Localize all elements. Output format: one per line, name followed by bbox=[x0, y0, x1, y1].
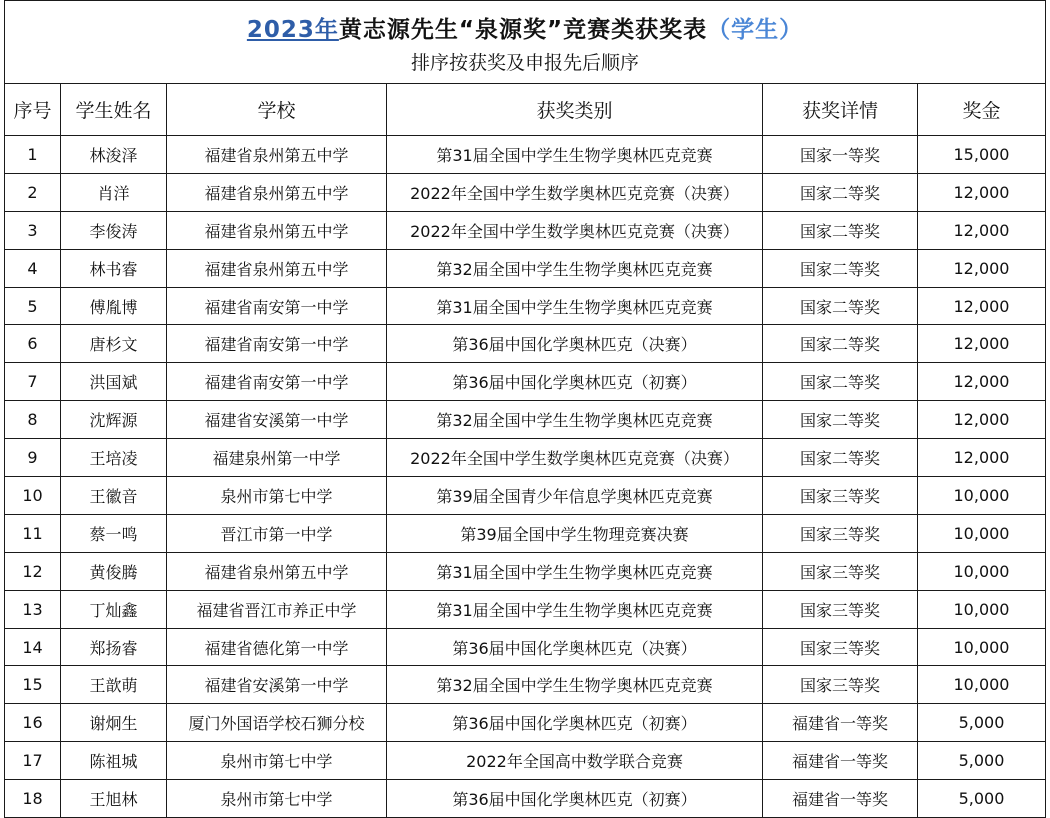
cell-name: 沈辉源 bbox=[61, 401, 167, 439]
cell-category: 第32届全国中学生生物学奥林匹克竞赛 bbox=[387, 249, 763, 287]
cell-detail: 国家二等奖 bbox=[763, 173, 918, 211]
table-row bbox=[5, 780, 1046, 818]
cell-name: 唐杉文 bbox=[61, 325, 167, 363]
cell-name: 王歆萌 bbox=[61, 666, 167, 704]
cell-no: 14 bbox=[5, 628, 61, 666]
cell-name: 傅胤博 bbox=[61, 287, 167, 325]
title-year: 2023年 bbox=[246, 17, 339, 43]
table-row bbox=[5, 249, 1046, 287]
col-header-no: 序号 bbox=[5, 84, 61, 136]
cell-amount: 5,000 bbox=[918, 704, 1046, 742]
cell-school: 福建省安溪第一中学 bbox=[167, 401, 387, 439]
cell-detail: 国家三等奖 bbox=[763, 477, 918, 515]
cell-name: 王培凌 bbox=[61, 439, 167, 477]
cell-school: 福建省南安第一中学 bbox=[167, 287, 387, 325]
cell-no: 17 bbox=[5, 742, 61, 780]
cell-amount: 10,000 bbox=[918, 628, 1046, 666]
cell-school: 厦门外国语学校石狮分校 bbox=[167, 704, 387, 742]
cell-name: 谢炯生 bbox=[61, 704, 167, 742]
cell-school: 泉州市第七中学 bbox=[167, 742, 387, 780]
col-header-name: 学生姓名 bbox=[61, 84, 167, 136]
cell-amount: 12,000 bbox=[918, 211, 1046, 249]
cell-category: 第39届全国青少年信息学奥林匹克竞赛 bbox=[387, 477, 763, 515]
cell-category: 第31届全国中学生生物学奥林匹克竞赛 bbox=[387, 590, 763, 628]
cell-amount: 10,000 bbox=[918, 477, 1046, 515]
table-row bbox=[5, 590, 1046, 628]
cell-school: 福建省泉州第五中学 bbox=[167, 136, 387, 174]
cell-detail: 国家三等奖 bbox=[763, 514, 918, 552]
cell-detail: 国家二等奖 bbox=[763, 249, 918, 287]
cell-name: 王徽音 bbox=[61, 477, 167, 515]
cell-school: 福建省泉州第五中学 bbox=[167, 211, 387, 249]
cell-amount: 12,000 bbox=[918, 363, 1046, 401]
cell-name: 黄俊腾 bbox=[61, 552, 167, 590]
cell-category: 2022年全国中学生数学奥林匹克竞赛（决赛） bbox=[387, 173, 763, 211]
cell-detail: 福建省一等奖 bbox=[763, 780, 918, 818]
cell-school: 福建省南安第一中学 bbox=[167, 325, 387, 363]
table-row bbox=[5, 666, 1046, 704]
table-row bbox=[5, 173, 1046, 211]
cell-no: 15 bbox=[5, 666, 61, 704]
cell-amount: 12,000 bbox=[918, 325, 1046, 363]
cell-no: 1 bbox=[5, 136, 61, 174]
cell-no: 18 bbox=[5, 780, 61, 818]
cell-school: 福建省晋江市养正中学 bbox=[167, 590, 387, 628]
cell-amount: 10,000 bbox=[918, 552, 1046, 590]
col-header-amount: 奖金 bbox=[918, 84, 1046, 136]
cell-detail: 国家三等奖 bbox=[763, 666, 918, 704]
header-row bbox=[5, 84, 1046, 136]
cell-detail: 国家二等奖 bbox=[763, 325, 918, 363]
cell-category: 第31届全国中学生生物学奥林匹克竞赛 bbox=[387, 552, 763, 590]
cell-detail: 国家一等奖 bbox=[763, 136, 918, 174]
cell-detail: 国家三等奖 bbox=[763, 590, 918, 628]
table-row bbox=[5, 325, 1046, 363]
cell-category: 2022年全国高中数学联合竞赛 bbox=[387, 742, 763, 780]
cell-category: 第31届全国中学生生物学奥林匹克竞赛 bbox=[387, 287, 763, 325]
cell-amount: 5,000 bbox=[918, 780, 1046, 818]
cell-amount: 12,000 bbox=[918, 249, 1046, 287]
cell-category: 第31届全国中学生生物学奥林匹克竞赛 bbox=[387, 136, 763, 174]
cell-amount: 10,000 bbox=[918, 590, 1046, 628]
cell-school: 福建省南安第一中学 bbox=[167, 363, 387, 401]
cell-category: 第36届中国化学奥林匹克（初赛） bbox=[387, 363, 763, 401]
cell-name: 肖洋 bbox=[61, 173, 167, 211]
cell-category: 第36届中国化学奥林匹克（初赛） bbox=[387, 780, 763, 818]
cell-detail: 国家二等奖 bbox=[763, 401, 918, 439]
table-row bbox=[5, 401, 1046, 439]
table-row bbox=[5, 477, 1046, 515]
cell-detail: 国家二等奖 bbox=[763, 363, 918, 401]
cell-no: 6 bbox=[5, 325, 61, 363]
table-row bbox=[5, 628, 1046, 666]
table-row bbox=[5, 136, 1046, 174]
cell-amount: 12,000 bbox=[918, 401, 1046, 439]
cell-school: 福建省泉州第五中学 bbox=[167, 249, 387, 287]
cell-no: 11 bbox=[5, 514, 61, 552]
table-row bbox=[5, 514, 1046, 552]
cell-name: 郑扬睿 bbox=[61, 628, 167, 666]
cell-amount: 10,000 bbox=[918, 514, 1046, 552]
cell-school: 福建省泉州第五中学 bbox=[167, 552, 387, 590]
table-body bbox=[5, 136, 1046, 818]
table-row bbox=[5, 742, 1046, 780]
cell-school: 福建省德化第一中学 bbox=[167, 628, 387, 666]
cell-detail: 国家二等奖 bbox=[763, 287, 918, 325]
cell-no: 3 bbox=[5, 211, 61, 249]
cell-school: 福建省泉州第五中学 bbox=[167, 173, 387, 211]
page-title bbox=[5, 13, 1045, 47]
cell-school: 泉州市第七中学 bbox=[167, 780, 387, 818]
table-row bbox=[5, 211, 1046, 249]
cell-category: 第36届中国化学奥林匹克（决赛） bbox=[387, 325, 763, 363]
cell-no: 9 bbox=[5, 439, 61, 477]
cell-detail: 国家二等奖 bbox=[763, 211, 918, 249]
title-tag: （学生） bbox=[707, 17, 804, 43]
cell-name: 丁灿鑫 bbox=[61, 590, 167, 628]
cell-detail: 国家二等奖 bbox=[763, 439, 918, 477]
cell-name: 蔡一鸣 bbox=[61, 514, 167, 552]
cell-no: 7 bbox=[5, 363, 61, 401]
cell-name: 李俊涛 bbox=[61, 211, 167, 249]
cell-school: 福建泉州第一中学 bbox=[167, 439, 387, 477]
cell-category: 第36届中国化学奥林匹克（初赛） bbox=[387, 704, 763, 742]
cell-category: 第39届全国中学生物理竞赛决赛 bbox=[387, 514, 763, 552]
cell-name: 林书睿 bbox=[61, 249, 167, 287]
cell-name: 陈祖城 bbox=[61, 742, 167, 780]
title-cell bbox=[5, 1, 1046, 84]
cell-no: 16 bbox=[5, 704, 61, 742]
award-table bbox=[4, 0, 1046, 818]
cell-no: 8 bbox=[5, 401, 61, 439]
table-row bbox=[5, 704, 1046, 742]
cell-no: 5 bbox=[5, 287, 61, 325]
cell-amount: 5,000 bbox=[918, 742, 1046, 780]
table-row bbox=[5, 439, 1046, 477]
cell-detail: 福建省一等奖 bbox=[763, 742, 918, 780]
cell-school: 晋江市第一中学 bbox=[167, 514, 387, 552]
cell-category: 第36届中国化学奥林匹克（决赛） bbox=[387, 628, 763, 666]
cell-amount: 10,000 bbox=[918, 666, 1046, 704]
cell-school: 福建省安溪第一中学 bbox=[167, 666, 387, 704]
award-sheet bbox=[4, 0, 1045, 818]
cell-name: 王旭林 bbox=[61, 780, 167, 818]
cell-name: 林浚泽 bbox=[61, 136, 167, 174]
table-row bbox=[5, 287, 1046, 325]
cell-no: 10 bbox=[5, 477, 61, 515]
page-subtitle: 排序按获奖及申报先后顺序 bbox=[410, 52, 639, 74]
cell-no: 2 bbox=[5, 173, 61, 211]
cell-category: 第32届全国中学生生物学奥林匹克竞赛 bbox=[387, 666, 763, 704]
col-header-school: 学校 bbox=[167, 84, 387, 136]
table-row bbox=[5, 552, 1046, 590]
cell-amount: 12,000 bbox=[918, 173, 1046, 211]
cell-school: 泉州市第七中学 bbox=[167, 477, 387, 515]
cell-category: 2022年全国中学生数学奥林匹克竞赛（决赛） bbox=[387, 211, 763, 249]
cell-name: 洪国斌 bbox=[61, 363, 167, 401]
cell-no: 12 bbox=[5, 552, 61, 590]
cell-detail: 福建省一等奖 bbox=[763, 704, 918, 742]
cell-no: 4 bbox=[5, 249, 61, 287]
col-header-category: 获奖类别 bbox=[387, 84, 763, 136]
title-main: 黄志源先生“泉源奖”竞赛类获奖表 bbox=[338, 17, 708, 43]
cell-detail: 国家三等奖 bbox=[763, 628, 918, 666]
cell-no: 13 bbox=[5, 590, 61, 628]
cell-amount: 12,000 bbox=[918, 439, 1046, 477]
cell-detail: 国家三等奖 bbox=[763, 552, 918, 590]
col-header-detail: 获奖详情 bbox=[763, 84, 918, 136]
cell-category: 第32届全国中学生生物学奥林匹克竞赛 bbox=[387, 401, 763, 439]
cell-category: 2022年全国中学生数学奥林匹克竞赛（决赛） bbox=[387, 439, 763, 477]
cell-amount: 15,000 bbox=[918, 136, 1046, 174]
cell-amount: 12,000 bbox=[918, 287, 1046, 325]
table-row bbox=[5, 363, 1046, 401]
